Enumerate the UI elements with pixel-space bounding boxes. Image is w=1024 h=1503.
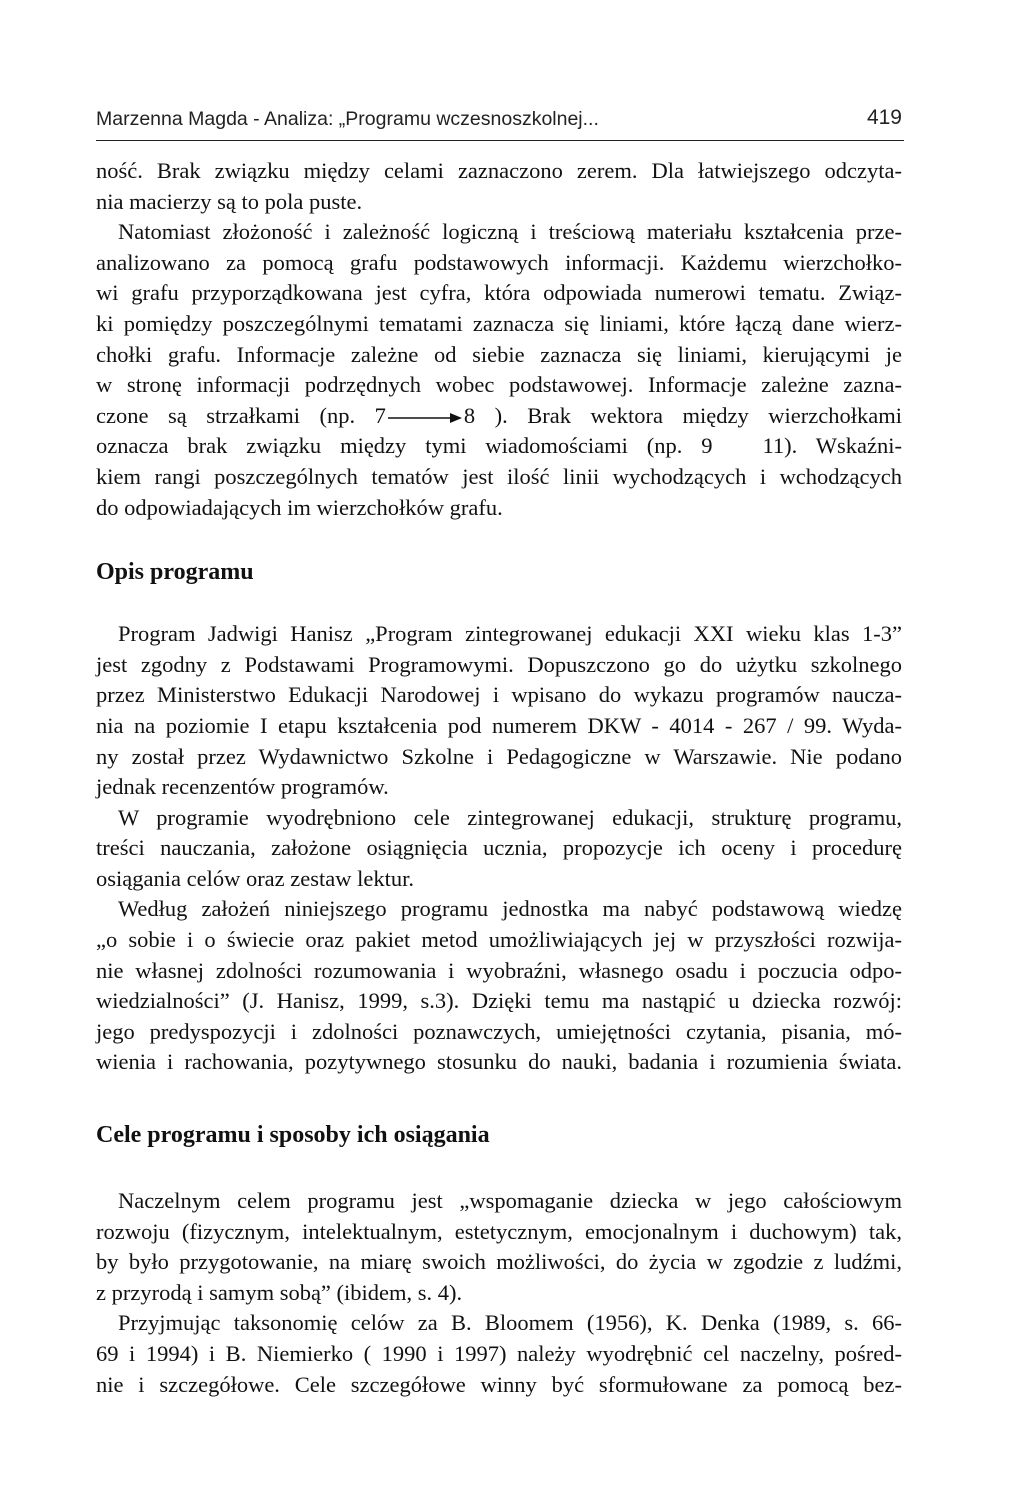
- paragraph-main-goal: [96, 1186, 902, 1308]
- text-line: Przyjmując taksonomię celów za B. Bloomem (1956), K. Denka (1989, s. 66-: [118, 1310, 902, 1336]
- text-line: wiedzialności” (J. Hanisz, 1999, s.3). Dzięki temu ma nastąpić u dziecka rozwój:: [96, 988, 902, 1014]
- text-line: ki pomiędzy poszczególnymi tematami zaznacza się liniami, które łączą dane wierz-: [96, 310, 902, 336]
- text-line: z przyrodą i samym sobą” (ibidem, s. 4).: [96, 1279, 463, 1305]
- paragraph-program-structure: [96, 803, 902, 895]
- text-line: ność. Brak związku między celami zaznaczono zerem. Dla łatwiejszego odczyta-: [96, 158, 902, 183]
- paragraph-graph-method: [96, 217, 902, 523]
- page-body: [96, 156, 902, 1400]
- text-line: by było przygotowanie, na miarę swoich możliwości, do życia w zgodzie z ludźmi,: [96, 1249, 902, 1275]
- text-line: W programie wyodrębniono cele zintegrowanej edukacji, strukturę programu,: [118, 804, 902, 830]
- text-line: w stronę informacji podrzędnych wobec podstawowej. Informacje zależne zazna-: [96, 372, 902, 398]
- inline-text: 11). Wskaźni-: [762, 433, 902, 459]
- text-line: analizowano za pomocą grafu podstawowych informacji. Każdemu wierzchołko-: [96, 249, 902, 275]
- section-heading: Opis programu: [96, 559, 254, 586]
- arrow-right-icon: [388, 412, 462, 424]
- text-line: wienia i rachowania, pozytywnego stosunku do nauki, badania i rozumienia świata.: [96, 1049, 902, 1075]
- section-heading: Cele programu i sposoby ich osiągania: [96, 1122, 490, 1149]
- text-line: 69 i 1994) i B. Niemierko ( 1990 i 1997) należy wyodrębnić cel naczelny, pośred-: [96, 1341, 902, 1366]
- running-title: Marzenna Magda - Analiza: „Programu wczesnoszkolnej...: [96, 108, 599, 130]
- text-line: chołki grafu. Informacje zależne od siebie zaznacza się liniami, kierującymi je: [96, 341, 902, 367]
- text-line: „o sobie i o świecie oraz pakiet metod umożliwiających jej w przyszłości rozwija-: [96, 927, 902, 953]
- text-line: jego predyspozycji i zdolności poznawczych, umiejętności czytania, pisania, mó-: [96, 1018, 902, 1044]
- text-line: jest zgodny z Podstawami Programowymi. Dopuszczono go do użytku szkolnego: [96, 651, 902, 677]
- text-line-example: [96, 431, 902, 462]
- text-line: rozwoju (fizycznym, intelektualnym, estetycznym, emocjonalnym i duchowym) tak,: [96, 1218, 902, 1244]
- text-line: do odpowiadających im wierzchołków grafu.: [96, 494, 503, 520]
- paragraph-program-description: [96, 619, 902, 803]
- text-line: jednak recenzentów programów.: [96, 774, 389, 800]
- inline-text: oznacza brak związku między tymi wiadomościami (np. 9: [96, 433, 713, 459]
- inline-text: czone są strzałkami (np. 7: [96, 402, 386, 428]
- text-line: Natomiast złożoność i zależność logiczną i treściową materiału kształcenia prze-: [118, 219, 902, 245]
- text-line: nia na poziomie I etapu kształcenia pod numerem DKW - 4014 - 267 / 99. Wyda-: [96, 712, 902, 738]
- text-line: osiągania celów oraz zestaw lektur.: [96, 865, 414, 891]
- running-header: [96, 104, 904, 141]
- page-number: 419: [866, 106, 902, 129]
- text-line: wi grafu przyporządkowana jest cyfra, która odpowiada numerowi tematu. Związ-: [96, 280, 902, 306]
- paragraph-taxonomy: [96, 1308, 902, 1400]
- text-line: Naczelnym celem programu jest „wspomaganie dziecka w jego całościowym: [118, 1188, 902, 1214]
- text-line: nie i szczegółowe. Cele szczegółowe winny być sformułowane za pomocą bez-: [96, 1371, 902, 1397]
- text-line: Według założeń niniejszego programu jednostka ma nabyć podstawową wiedzę: [118, 896, 902, 922]
- paragraph-continuation: [96, 156, 902, 217]
- text-line: nia macierzy są to pola puste.: [96, 188, 363, 214]
- text-line: ny został przez Wydawnictwo Szkolne i Pedagogiczne w Warszawie. Nie podano: [96, 743, 902, 769]
- text-line: treści nauczania, założone osiągnięcia ucznia, propozycje ich oceny i procedurę: [96, 835, 902, 861]
- text-line: nie własnej zdolności rozumowania i wyobraźni, własnego osadu i poczucia odpo-: [96, 957, 902, 983]
- text-line: kiem rangi poszczególnych tematów jest ilość linii wychodzących i wchodzących: [96, 463, 902, 489]
- text-line: Program Jadwigi Hanisz „Program zintegrowanej edukacji XXI wieku klas 1-3”: [118, 621, 902, 647]
- text-line-with-arrow: [96, 401, 902, 432]
- paragraph-program-assumptions: [96, 894, 902, 1078]
- text-line: przez Ministerstwo Edukacji Narodowej i wpisano do wykazu programów naucza-: [96, 682, 902, 708]
- inline-text: 8 ). Brak wektora między wierzchołkami: [463, 402, 902, 428]
